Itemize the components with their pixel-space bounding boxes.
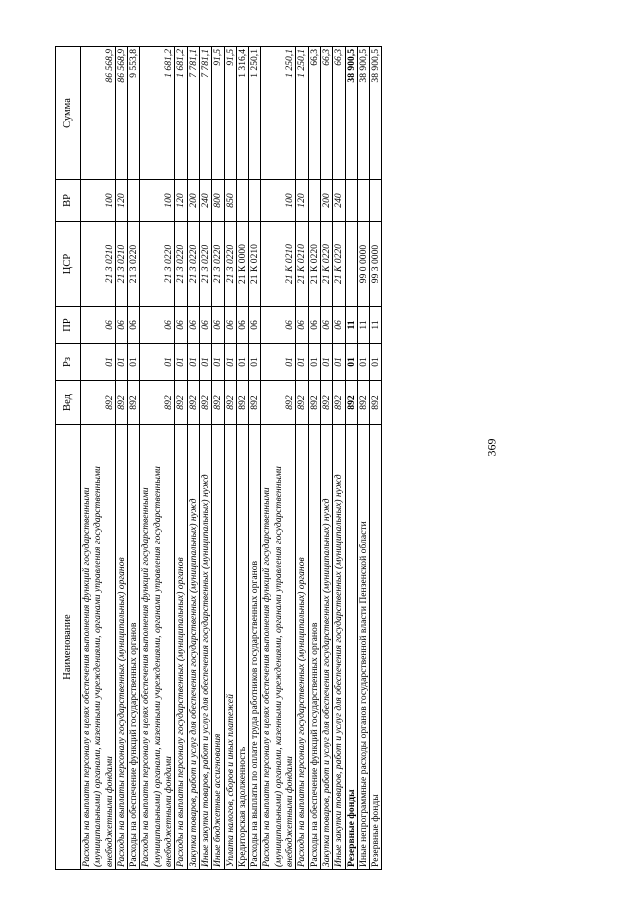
cell-pr: 06 <box>308 307 320 344</box>
cell-pr: 06 <box>320 307 332 344</box>
cell-csr: 21 3 0210 <box>81 222 116 307</box>
header-ved: Вед <box>56 381 81 425</box>
cell-sum: 66,3 <box>308 47 320 180</box>
cell-ved: 892 <box>308 381 320 425</box>
cell-csr: 21 3 0220 <box>140 222 175 307</box>
cell-sum: 1 250,1 <box>261 47 296 180</box>
cell-pr: 06 <box>333 307 345 344</box>
cell-pr: 06 <box>140 307 175 344</box>
budget-table <box>55 46 382 870</box>
cell-csr: 21 3 0220 <box>199 222 211 307</box>
cell-name: Кредиторская задолженность <box>236 425 248 870</box>
cell-sum: 1 316,4 <box>236 47 248 180</box>
cell-csr: 21 3 0220 <box>175 222 187 307</box>
cell-vr: 100 <box>140 180 175 222</box>
cell-vr: 100 <box>81 180 116 222</box>
cell-rz: 01 <box>345 344 357 381</box>
table-row <box>212 47 224 870</box>
cell-pr: 06 <box>212 307 224 344</box>
cell-ved: 892 <box>224 381 236 425</box>
rotated-table-container <box>55 47 589 870</box>
cell-vr: 200 <box>320 180 332 222</box>
cell-vr <box>128 180 140 222</box>
cell-csr: 99 0 0000 <box>357 222 369 307</box>
cell-csr: 21 К 0220 <box>320 222 332 307</box>
cell-rz: 01 <box>175 344 187 381</box>
cell-sum: 66,3 <box>333 47 345 180</box>
cell-rz: 01 <box>261 344 296 381</box>
cell-ved: 892 <box>236 381 248 425</box>
cell-vr: 240 <box>333 180 345 222</box>
cell-ved: 892 <box>370 381 382 425</box>
cell-name: Резервные фонды <box>370 425 382 870</box>
table-row <box>333 47 345 870</box>
cell-rz: 01 <box>212 344 224 381</box>
cell-name: Иные закупки товаров, работ и услуг для обеспечения государственных (муниципальных) нужд <box>333 425 345 870</box>
table-row <box>320 47 332 870</box>
cell-sum: 9 553,8 <box>128 47 140 180</box>
cell-pr: 06 <box>249 307 261 344</box>
cell-ved: 892 <box>345 381 357 425</box>
cell-csr: 21 3 0220 <box>212 222 224 307</box>
header-sum: Сумма <box>56 47 81 180</box>
cell-name: Иные непрограммные расходы органов государственной власти Пензенской области <box>357 425 369 870</box>
cell-rz: 01 <box>128 344 140 381</box>
cell-rz: 01 <box>249 344 261 381</box>
cell-sum: 1 681,2 <box>175 47 187 180</box>
cell-ved: 892 <box>175 381 187 425</box>
cell-sum: 1 250,1 <box>296 47 308 180</box>
cell-sum: 38 900,5 <box>370 47 382 180</box>
cell-vr: 120 <box>115 180 127 222</box>
cell-vr <box>345 180 357 222</box>
cell-csr: 21 К 0210 <box>261 222 296 307</box>
table-row <box>175 47 187 870</box>
header-rz: Рз <box>56 344 81 381</box>
cell-sum: 7 781,1 <box>187 47 199 180</box>
table-row <box>261 47 296 870</box>
table-row <box>296 47 308 870</box>
cell-vr <box>236 180 248 222</box>
cell-vr: 200 <box>187 180 199 222</box>
cell-csr: 21 К 0000 <box>236 222 248 307</box>
cell-rz: 01 <box>199 344 211 381</box>
cell-pr: 06 <box>81 307 116 344</box>
cell-rz: 01 <box>236 344 248 381</box>
cell-rz: 01 <box>370 344 382 381</box>
cell-vr: 100 <box>261 180 296 222</box>
cell-name: Расходы на выплаты персоналу государственных (муниципальных) органов <box>115 425 127 870</box>
cell-csr: 21 3 0210 <box>115 222 127 307</box>
cell-csr: 21 К 0220 <box>333 222 345 307</box>
cell-ved: 892 <box>115 381 127 425</box>
cell-pr: 06 <box>199 307 211 344</box>
cell-sum: 7 781,1 <box>199 47 211 180</box>
cell-name: Расходы на выплаты по оплате труда работников государственных органов <box>249 425 261 870</box>
cell-rz: 01 <box>357 344 369 381</box>
table-header-row <box>56 47 81 870</box>
table-row <box>187 47 199 870</box>
cell-vr: 120 <box>296 180 308 222</box>
cell-rz: 01 <box>296 344 308 381</box>
cell-ved: 892 <box>212 381 224 425</box>
cell-rz: 01 <box>81 344 116 381</box>
table-row <box>236 47 248 870</box>
cell-vr <box>370 180 382 222</box>
cell-rz: 01 <box>333 344 345 381</box>
table-body <box>81 47 382 870</box>
cell-name: Расходы на выплаты персоналу в целях обеспечения выполнения функций государственными (муниципальными) органами, казенными учреждениями, органами управления государственными внебюджетными фондами <box>261 425 296 870</box>
table-row <box>81 47 116 870</box>
cell-pr: 06 <box>261 307 296 344</box>
header-csr: ЦСР <box>56 222 81 307</box>
cell-ved: 892 <box>249 381 261 425</box>
cell-csr: 21 К 0210 <box>296 222 308 307</box>
cell-vr <box>249 180 261 222</box>
table-row <box>224 47 236 870</box>
table-row <box>370 47 382 870</box>
cell-name: Закупка товаров, работ и услуг для обеспечения государственных (муниципальных) нужд <box>187 425 199 870</box>
cell-ved: 892 <box>296 381 308 425</box>
cell-pr: 06 <box>236 307 248 344</box>
table-row <box>357 47 369 870</box>
cell-ved: 892 <box>357 381 369 425</box>
table-row <box>308 47 320 870</box>
cell-pr: 06 <box>175 307 187 344</box>
cell-pr: 11 <box>357 307 369 344</box>
cell-vr: 850 <box>224 180 236 222</box>
cell-rz: 01 <box>187 344 199 381</box>
cell-sum: 38 900,5 <box>345 47 357 180</box>
cell-rz: 01 <box>308 344 320 381</box>
cell-pr: 06 <box>115 307 127 344</box>
cell-pr: 11 <box>370 307 382 344</box>
cell-vr: 240 <box>199 180 211 222</box>
cell-name: Резервные фонды <box>345 425 357 870</box>
cell-pr: 06 <box>224 307 236 344</box>
cell-ved: 892 <box>140 381 175 425</box>
cell-sum: 91,5 <box>224 47 236 180</box>
cell-sum: 86 568,9 <box>115 47 127 180</box>
cell-vr: 120 <box>175 180 187 222</box>
cell-vr <box>308 180 320 222</box>
cell-name: Расходы на обеспечение функций государственных органов <box>308 425 320 870</box>
cell-csr <box>345 222 357 307</box>
cell-name: Закупка товаров, работ и услуг для обеспечения государственных (муниципальных) нужд <box>320 425 332 870</box>
cell-name: Уплата налогов, сборов и иных платежей <box>224 425 236 870</box>
cell-rz: 01 <box>320 344 332 381</box>
cell-csr: 21 3 0220 <box>187 222 199 307</box>
cell-ved: 892 <box>320 381 332 425</box>
cell-sum: 38 900,5 <box>357 47 369 180</box>
cell-ved: 892 <box>81 381 116 425</box>
header-pr: ПР <box>56 307 81 344</box>
table-row <box>115 47 127 870</box>
cell-vr: 800 <box>212 180 224 222</box>
cell-ved: 892 <box>333 381 345 425</box>
cell-sum: 66,3 <box>320 47 332 180</box>
cell-csr: 21 3 0220 <box>224 222 236 307</box>
header-name: Наименование <box>56 425 81 870</box>
cell-pr: 11 <box>345 307 357 344</box>
cell-sum: 91,5 <box>212 47 224 180</box>
cell-name: Расходы на обеспечение функций государственных органов <box>128 425 140 870</box>
cell-name: Иные бюджетные ассигнования <box>212 425 224 870</box>
table-row <box>140 47 175 870</box>
cell-rz: 01 <box>224 344 236 381</box>
table-row <box>128 47 140 870</box>
cell-csr: 21 3 0220 <box>128 222 140 307</box>
table-row <box>345 47 357 870</box>
table-row <box>249 47 261 870</box>
cell-csr: 21 К 0220 <box>308 222 320 307</box>
cell-sum: 86 568,9 <box>81 47 116 180</box>
cell-sum: 1 681,2 <box>140 47 175 180</box>
cell-ved: 892 <box>199 381 211 425</box>
page-number: 369 <box>484 438 499 457</box>
cell-csr: 21 К 0210 <box>249 222 261 307</box>
cell-csr: 99 3 0000 <box>370 222 382 307</box>
header-vr: ВР <box>56 180 81 222</box>
cell-vr <box>357 180 369 222</box>
cell-ved: 892 <box>187 381 199 425</box>
cell-name: Иные закупки товаров, работ и услуг для обеспечения государственных (муниципальных) нужд <box>199 425 211 870</box>
cell-ved: 892 <box>128 381 140 425</box>
cell-rz: 01 <box>140 344 175 381</box>
cell-ved: 892 <box>261 381 296 425</box>
cell-name: Расходы на выплаты персоналу в целях обеспечения выполнения функций государственными (муниципальными) органами, казенными учреждениями, органами управления государственными внебюджетными фондами <box>81 425 116 870</box>
cell-name: Расходы на выплаты персоналу в целях обеспечения выполнения функций государственными (муниципальными) органами, казенными учреждениями, органами управления государственными внебюджетными фондами <box>140 425 175 870</box>
cell-pr: 06 <box>296 307 308 344</box>
cell-rz: 01 <box>115 344 127 381</box>
table-row <box>199 47 211 870</box>
cell-pr: 06 <box>187 307 199 344</box>
cell-name: Расходы на выплаты персоналу государственных (муниципальных) органов <box>296 425 308 870</box>
cell-sum: 1 250,1 <box>249 47 261 180</box>
cell-name: Расходы на выплаты персоналу государственных (муниципальных) органов <box>175 425 187 870</box>
cell-pr: 06 <box>128 307 140 344</box>
